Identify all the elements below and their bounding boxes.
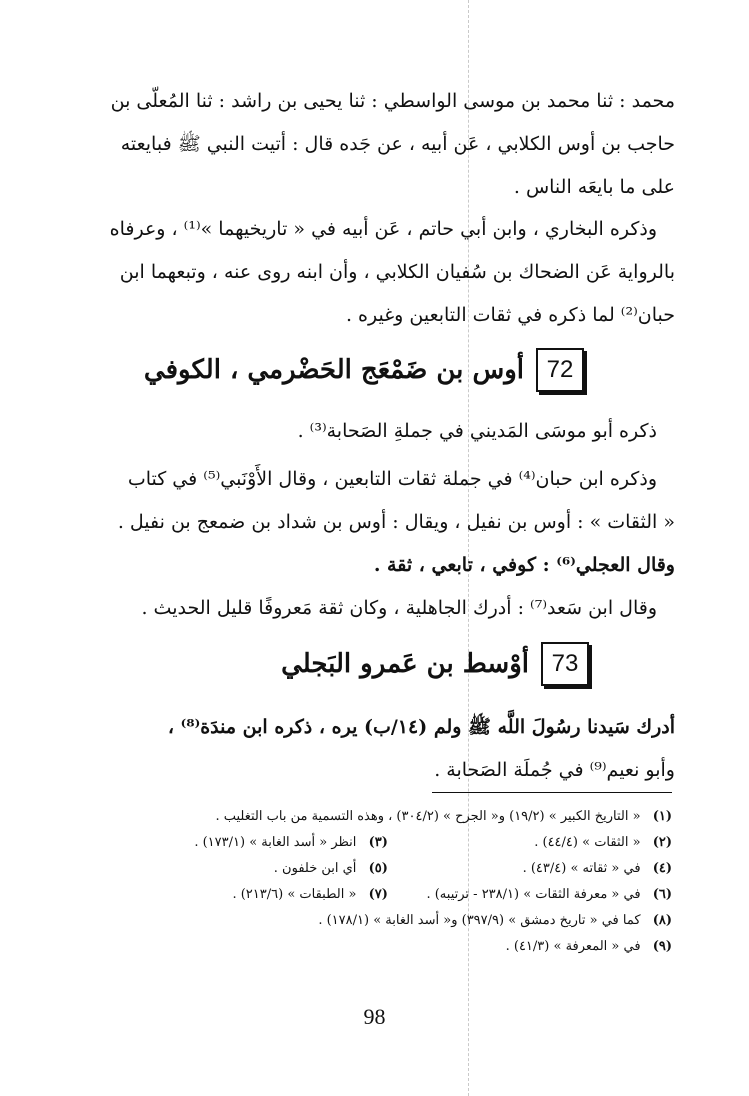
footnote (392, 856, 672, 882)
footnote-number: (٩) (652, 939, 672, 954)
footnote-separator (432, 792, 672, 793)
paragraph-bukhari (80, 208, 675, 337)
entry-number-box: 72 (536, 348, 584, 392)
text-line: وذكره البخاري ، وابن أبي حاتم ، عَن أبيه في « تاريخيهما »⁽¹⁾ ، وعرفاه (109, 218, 657, 240)
footnote-text: أي ابن خلفون . (273, 861, 357, 876)
text-line: وذكره ابن حبان⁽⁴⁾ في جملة ثقات التابعين ، وقال الأَوْنَبي⁽⁵⁾ في كتاب (127, 468, 657, 490)
text-line: ذكره أبو موسَى المَديني في جملةِ الصَحابة⁽³⁾ . (297, 420, 657, 442)
footnote-row (100, 830, 672, 856)
footnote-number: (٦) (652, 887, 672, 902)
paragraph-awsat (80, 706, 675, 792)
text-line: وقال العجلي⁽⁶⁾ : كوفي ، تابعي ، ثقة . (373, 554, 675, 576)
text-line: وأبو نعيم⁽⁹⁾ في جُملَة الصَحابة . (434, 759, 675, 781)
footnote (108, 856, 388, 882)
footnote-text: في « ثقاته » (٤٣/٤) . (522, 861, 641, 876)
footnote-number: (٧) (368, 887, 388, 902)
entry-name: أوْسط بن عَمرو البَجلي (281, 649, 529, 679)
footnote-text: « الطبقات » (٢١٣/٦) . (232, 887, 357, 902)
text-line: على ما بايعَه الناس . (513, 176, 675, 198)
footnote-text: في « المعرفة » (٤١/٣) . (505, 939, 641, 954)
text-line: بالرواية عَن الضحاك بن سُفيان الكلابي ، وأن ابنه روى عنه ، وتبعهما ابن (119, 261, 675, 283)
footnote-number: (٤) (652, 861, 672, 876)
entry-number-box: 73 (541, 642, 589, 686)
footnote-number: (٨) (652, 913, 672, 928)
paragraph-ibn-sad (80, 587, 675, 630)
footnote (100, 908, 672, 934)
footnote-text: كما في « تاريخ دمشق » (٣٩٧/٩) و« أسد الغابة » (١٧٨/١) . (318, 913, 641, 928)
footnote-text: « الثقات » (٤٤/٤) . (534, 835, 641, 850)
entry-header-72 (144, 348, 584, 392)
footnote-row (100, 856, 672, 882)
footnote-text: « التاريخ الكبير » (١٩/٢) و« الجرح » (٣٠٤/٢) ، وهذه التسمية من باب التغليب . (215, 809, 641, 824)
footnote-text: في « معرفة الثقات » (٢٣٨/١ - ترتيبه) . (426, 887, 641, 902)
footnote (392, 882, 672, 908)
text-line: حبان⁽²⁾ لما ذكره في ثقات التابعين وغيره . (345, 304, 675, 326)
text-line: حاجب بن أوس الكلابي ، عَن أبيه ، عن جَده قال : أتيت النبي ﷺ فبايعته (120, 133, 675, 155)
footnote-number: (٥) (368, 861, 388, 876)
footnote-number: (٣) (368, 835, 388, 850)
footnote-number: (٢) (652, 835, 672, 850)
footnotes (100, 804, 672, 960)
text-line: « الثقات » : أوس بن نفيل ، ويقال : أوس بن شداد بن ضمعج بن نفيل . (117, 511, 675, 533)
footnote-text: انظر « أسد الغابة » (١٧٣/١) . (194, 835, 357, 850)
entry-name: أوس بن ضَمْعَج الحَضْرمي ، الكوفي (143, 355, 524, 385)
footnote (392, 830, 672, 856)
text-line: محمد : ثنا محمد بن موسى الواسطي : ثنا يحيى بن راشد : ثنا المُعلّى بن (110, 90, 675, 112)
paragraph-ijli (80, 544, 675, 587)
text-line: وقال ابن سَعد⁽⁷⁾ : أدرك الجاهلية ، وكان ثقة مَعروفًا قليل الحديث . (141, 597, 657, 619)
footnote (100, 934, 672, 960)
footnote-row (100, 882, 672, 908)
footnote (100, 804, 672, 830)
paragraph-ibn-hibban (80, 458, 675, 544)
entry-header-73 (281, 642, 589, 686)
paragraph-abu-musa (80, 410, 675, 453)
footnote (108, 830, 388, 856)
paragraph-isnad (80, 80, 675, 209)
footnote-number: (١) (652, 809, 672, 824)
page-number: 98 (363, 1004, 386, 1029)
text-line: أدرك سَيدنا رسُولَ اللَّه ﷺ ولم (١٤/ب) يره ، ذكره ابن مندَة⁽⁸⁾ ، (167, 716, 675, 738)
footnote (108, 882, 388, 908)
